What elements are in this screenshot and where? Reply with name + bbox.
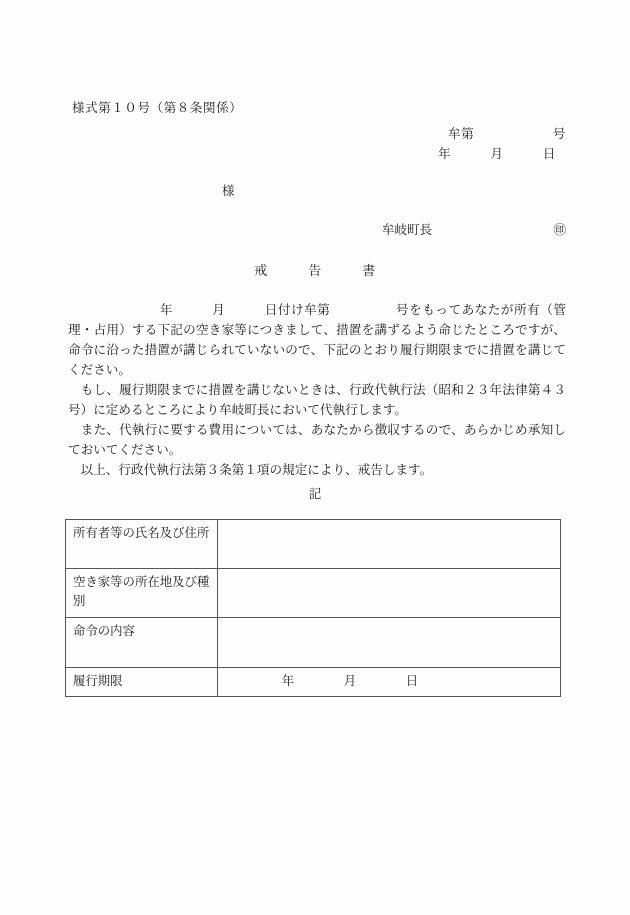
addressee-honorific: 様: [222, 184, 235, 198]
document-number: 牟第 号: [448, 127, 566, 141]
body-paragraph-1: 年 月 日付け牟第 号をもってあなたが所有（管理・占用）する下記の空き家等につきまして、措置を講ずるよう命じたところですが、命令に沿った措置が講じられていないので、下記のとおり履行期限までに措置を講じてください。: [68, 303, 566, 377]
document-body: [68, 300, 566, 480]
table-label-compliance-deadline: 履行期限: [66, 668, 218, 697]
seal-icon: ㊞: [553, 223, 566, 237]
particulars-table: [65, 519, 561, 697]
form-number: 様式第１０号（第８条関係）: [72, 101, 243, 115]
table-value-compliance-deadline[interactable]: [217, 668, 560, 697]
table-row: [66, 668, 561, 697]
table-value-order-content[interactable]: [217, 618, 560, 668]
body-paragraph-4: 以上、行政代執行法第３条第１項の規定により、戒告します。: [68, 463, 433, 477]
ki-marker: 記: [308, 487, 322, 501]
issuer-name: 牟岐町長: [382, 223, 433, 237]
table-label-owner-name-address: 所有者等の氏名及び住所: [66, 520, 218, 569]
document-date: 年 月 日: [438, 147, 556, 161]
table-row: [66, 569, 561, 618]
table-label-order-content: 命令の内容: [66, 618, 218, 668]
body-paragraph-3: また、代執行に要する費用については、あなたから徴収するので、あらかじめ承知しておいてください。: [68, 423, 566, 457]
deadline-date-placeholder: 年 月 日: [281, 674, 419, 688]
table-value-owner-name-address[interactable]: [217, 520, 560, 569]
issuer-line: [382, 220, 566, 238]
table-value-property-location-type[interactable]: [217, 569, 560, 618]
table-row: [66, 618, 561, 668]
table-label-property-location-type: 空き家等の所在地及び種別: [66, 569, 218, 618]
body-paragraph-2: もし、履行期限までに措置を講じないときは、行政代執行法（昭和２３年法律第４３号）に定めるところにより牟岐町長において代執行します。: [68, 383, 566, 417]
table-row: [66, 520, 561, 569]
page-title: 戒 告 書: [254, 263, 376, 278]
